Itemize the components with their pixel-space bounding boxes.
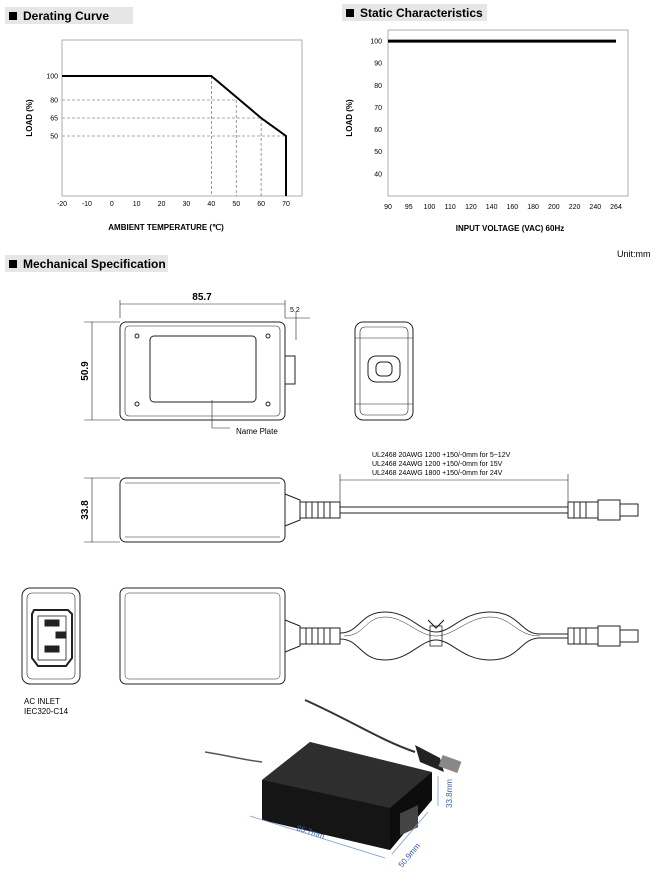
bottom-view [120, 588, 638, 684]
photo-width-label: 50.9mm [396, 841, 423, 870]
end-view [355, 322, 413, 420]
static-xtick-label: 140 [485, 204, 498, 211]
cable-note-3: UL2468 24AWG 1800 +150/-0mm for 24V [372, 470, 503, 477]
static-ytick-label: 50 [374, 149, 382, 157]
static-ytick-label: 80 [374, 82, 382, 90]
photo-length-label: 85.7mm [295, 823, 326, 841]
static-chart [340, 0, 660, 240]
static-ylabel: LOAD (%) [345, 99, 354, 137]
derating-ylabel: LOAD (%) [25, 99, 34, 137]
static-ytick-label: 70 [374, 104, 382, 112]
static-ytick-label: 60 [374, 127, 382, 135]
cable-note-1: UL2468 20AWG 1200 +150/-0mm for 5~12V [372, 452, 511, 459]
derating-chart [0, 0, 340, 240]
static-ytick-label: 100 [370, 38, 382, 46]
ac-inlet-line2: IEC320-C14 [24, 707, 69, 716]
product-photo [0, 696, 670, 896]
unit-label: Unit:mm [617, 249, 651, 259]
derating-xtick-label: 50 [232, 201, 241, 208]
mechanical-spec-title: Mechanical Specification [23, 256, 166, 271]
derating-xtick-label: 70 [282, 201, 290, 208]
photo-height-label: 33.8mm [445, 779, 454, 808]
static-xtick-label: 120 [465, 204, 477, 211]
derating-ytick-label: 80 [50, 97, 58, 105]
mechanical-drawing [0, 280, 670, 716]
derating-ytick-label: 100 [46, 73, 58, 81]
static-plot-frame [388, 30, 628, 196]
derating-xtick-label: -10 [81, 201, 92, 208]
bullet-square-icon [9, 260, 17, 268]
side-view [84, 474, 638, 542]
static-xtick-label: 220 [568, 204, 581, 211]
static-xtick-label: 90 [384, 204, 392, 211]
derating-ytick-label: 50 [50, 133, 58, 141]
mechanical-spec-header [5, 255, 168, 272]
ac-inlet-view [22, 588, 80, 684]
dim-offset-label: 5.2 [290, 307, 300, 314]
adapter-illustration [205, 700, 461, 858]
derating-xtick-label: 20 [157, 201, 166, 208]
name-plate-label: Name Plate [236, 427, 278, 436]
derating-curve-title: Derating Curve [23, 8, 110, 23]
static-xtick-label: 200 [547, 204, 560, 211]
dim-length-label: 85.7 [192, 292, 212, 303]
cable-note-2: UL2468 24AWG 1200 +150/-0mm for 15V [372, 461, 503, 468]
static-xtick-label: 240 [589, 204, 602, 211]
derating-xtick-label: 40 [207, 201, 216, 208]
dim-height-label: 50.9 [80, 361, 91, 381]
derating-ytick-label: 65 [50, 115, 58, 123]
static-ytick-label: 40 [374, 171, 382, 179]
static-xtick-label: 264 [610, 204, 622, 211]
top-view [84, 300, 310, 428]
derating-xtick-label: 30 [182, 201, 191, 208]
derating-xtick-label: 0 [109, 201, 114, 208]
static-xtick-label: 180 [527, 204, 539, 211]
derating-xtick-label: -20 [56, 201, 68, 208]
static-xlabel: INPUT VOLTAGE (VAC) 60Hz [455, 224, 565, 233]
derating-xtick-label: 60 [257, 201, 266, 208]
static-xtick-label: 100 [423, 204, 436, 211]
static-xtick-label: 110 [444, 204, 456, 211]
derating-xlabel: AMBIENT TEMPERATURE (℃) [108, 223, 224, 232]
static-characteristics-title: Static Characteristics [360, 5, 483, 20]
ac-inlet-line1: AC INLET [24, 697, 61, 706]
static-xtick-label: 95 [404, 204, 413, 211]
static-ytick-label: 90 [374, 60, 382, 68]
dim-thickness-label: 33.8 [80, 500, 91, 520]
derating-xtick-label: 10 [132, 201, 141, 208]
static-xtick-label: 160 [506, 204, 519, 211]
